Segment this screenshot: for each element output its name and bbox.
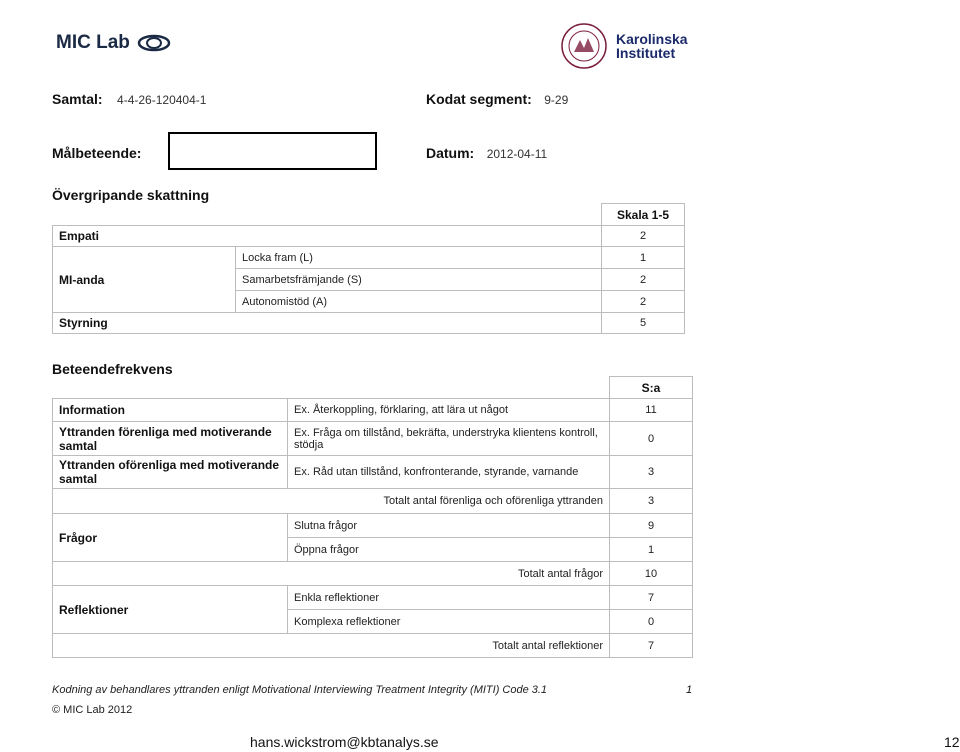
total-reflektioner-value: 7 — [610, 634, 693, 658]
forenliga-desc: Ex. Fråga om tillstånd, bekräfta, understryka klientens kontroll, stödja — [288, 422, 610, 456]
total-yttranden-value: 3 — [610, 489, 693, 514]
oforenliga-label: Yttranden oförenliga med motiverande samtal — [53, 456, 288, 489]
segment-value: 9-29 — [544, 93, 569, 107]
slutna-value: 9 — [610, 514, 693, 538]
mi-label: MI-anda — [53, 247, 236, 313]
count-header: S:a — [610, 377, 693, 399]
karolinska-wordmark: Karolinska Institutet — [616, 31, 688, 61]
table-row — [53, 313, 685, 334]
enkla-label: Enkla reflektioner — [288, 586, 610, 610]
datum-label: Datum: — [426, 145, 475, 161]
table-row — [53, 399, 693, 422]
global-rating-table — [52, 203, 685, 334]
samtal-label: Samtal: — [52, 91, 103, 107]
total-reflektioner-label: Totalt antal reflektioner — [53, 634, 610, 658]
karolinska-logo — [560, 22, 688, 70]
information-desc: Ex. Återkoppling, förklaring, att lära ut något — [288, 399, 610, 422]
table-row — [53, 247, 685, 269]
styrning-value: 5 — [602, 313, 685, 334]
slide-number: 12 — [944, 734, 960, 750]
oforenliga-value: 3 — [610, 456, 693, 489]
mi-row-value: 1 — [602, 247, 685, 269]
total-fragor-label: Totalt antal frågor — [53, 562, 610, 586]
behavior-frequency-table — [52, 376, 693, 658]
mi-row-label: Locka fram (L) — [236, 247, 602, 269]
table-row — [53, 562, 693, 586]
fragor-label: Frågor — [53, 514, 288, 562]
table-row — [53, 456, 693, 489]
table-row — [53, 489, 693, 514]
page-number: 1 — [686, 684, 693, 696]
mic-lab-logo-text: MIC Lab — [56, 32, 130, 53]
table-row — [53, 634, 693, 658]
information-label: Information — [53, 399, 288, 422]
komplexa-label: Komplexa reflektioner — [288, 610, 610, 634]
copyright: © MIC Lab 2012 — [52, 704, 133, 716]
total-yttranden-label: Totalt antal förenliga och oförenliga yttranden — [53, 489, 610, 514]
oppna-label: Öppna frågor — [288, 538, 610, 562]
table-row — [53, 514, 693, 538]
oppna-value: 1 — [610, 538, 693, 562]
mic-lab-logo — [56, 32, 172, 54]
empati-value: 2 — [602, 226, 685, 247]
mic-lab-logo-icon — [136, 33, 172, 53]
enkla-value: 7 — [610, 586, 693, 610]
mi-row-label: Samarbetsfrämjande (S) — [236, 269, 602, 291]
table-row — [53, 586, 693, 610]
coding-note: Kodning av behandlares yttranden enligt Motivational Interviewing Treatment Integrity (MITI) Code 3.1 — [52, 684, 548, 696]
table-row — [53, 226, 685, 247]
malbeteende-field — [52, 145, 141, 163]
samtal-field — [52, 91, 206, 109]
oforenliga-desc: Ex. Råd utan tillstånd, konfronterande, styrande, varnande — [288, 456, 610, 489]
redacted-box — [168, 132, 377, 170]
empati-label: Empati — [53, 226, 602, 247]
scale-header: Skala 1-5 — [602, 204, 685, 226]
reflektioner-label: Reflektioner — [53, 586, 288, 634]
table-row — [53, 422, 693, 456]
information-value: 11 — [610, 399, 693, 422]
global-rating-title: Övergripande skattning — [52, 187, 210, 203]
mi-row-value: 2 — [602, 291, 685, 313]
datum-value: 2012-04-11 — [486, 147, 548, 161]
behavior-frequency-title: Beteendefrekvens — [52, 361, 173, 377]
segment-label: Kodat segment: — [426, 91, 532, 107]
contact-email: hans.wickstrom@kbtanalys.se — [250, 734, 439, 750]
komplexa-value: 0 — [610, 610, 693, 634]
malbeteende-label: Målbeteende: — [52, 145, 142, 161]
samtal-value: 4-4-26-120404-1 — [117, 93, 207, 107]
datum-field — [426, 145, 547, 163]
mi-row-label: Autonomistöd (A) — [236, 291, 602, 313]
segment-field — [426, 91, 568, 109]
forenliga-label: Yttranden förenliga med motiverande samtal — [53, 422, 288, 456]
forenliga-value: 0 — [610, 422, 693, 456]
total-fragor-value: 10 — [610, 562, 693, 586]
slutna-label: Slutna frågor — [288, 514, 610, 538]
mi-row-value: 2 — [602, 269, 685, 291]
styrning-label: Styrning — [53, 313, 602, 334]
karolinska-seal-icon — [560, 22, 608, 70]
